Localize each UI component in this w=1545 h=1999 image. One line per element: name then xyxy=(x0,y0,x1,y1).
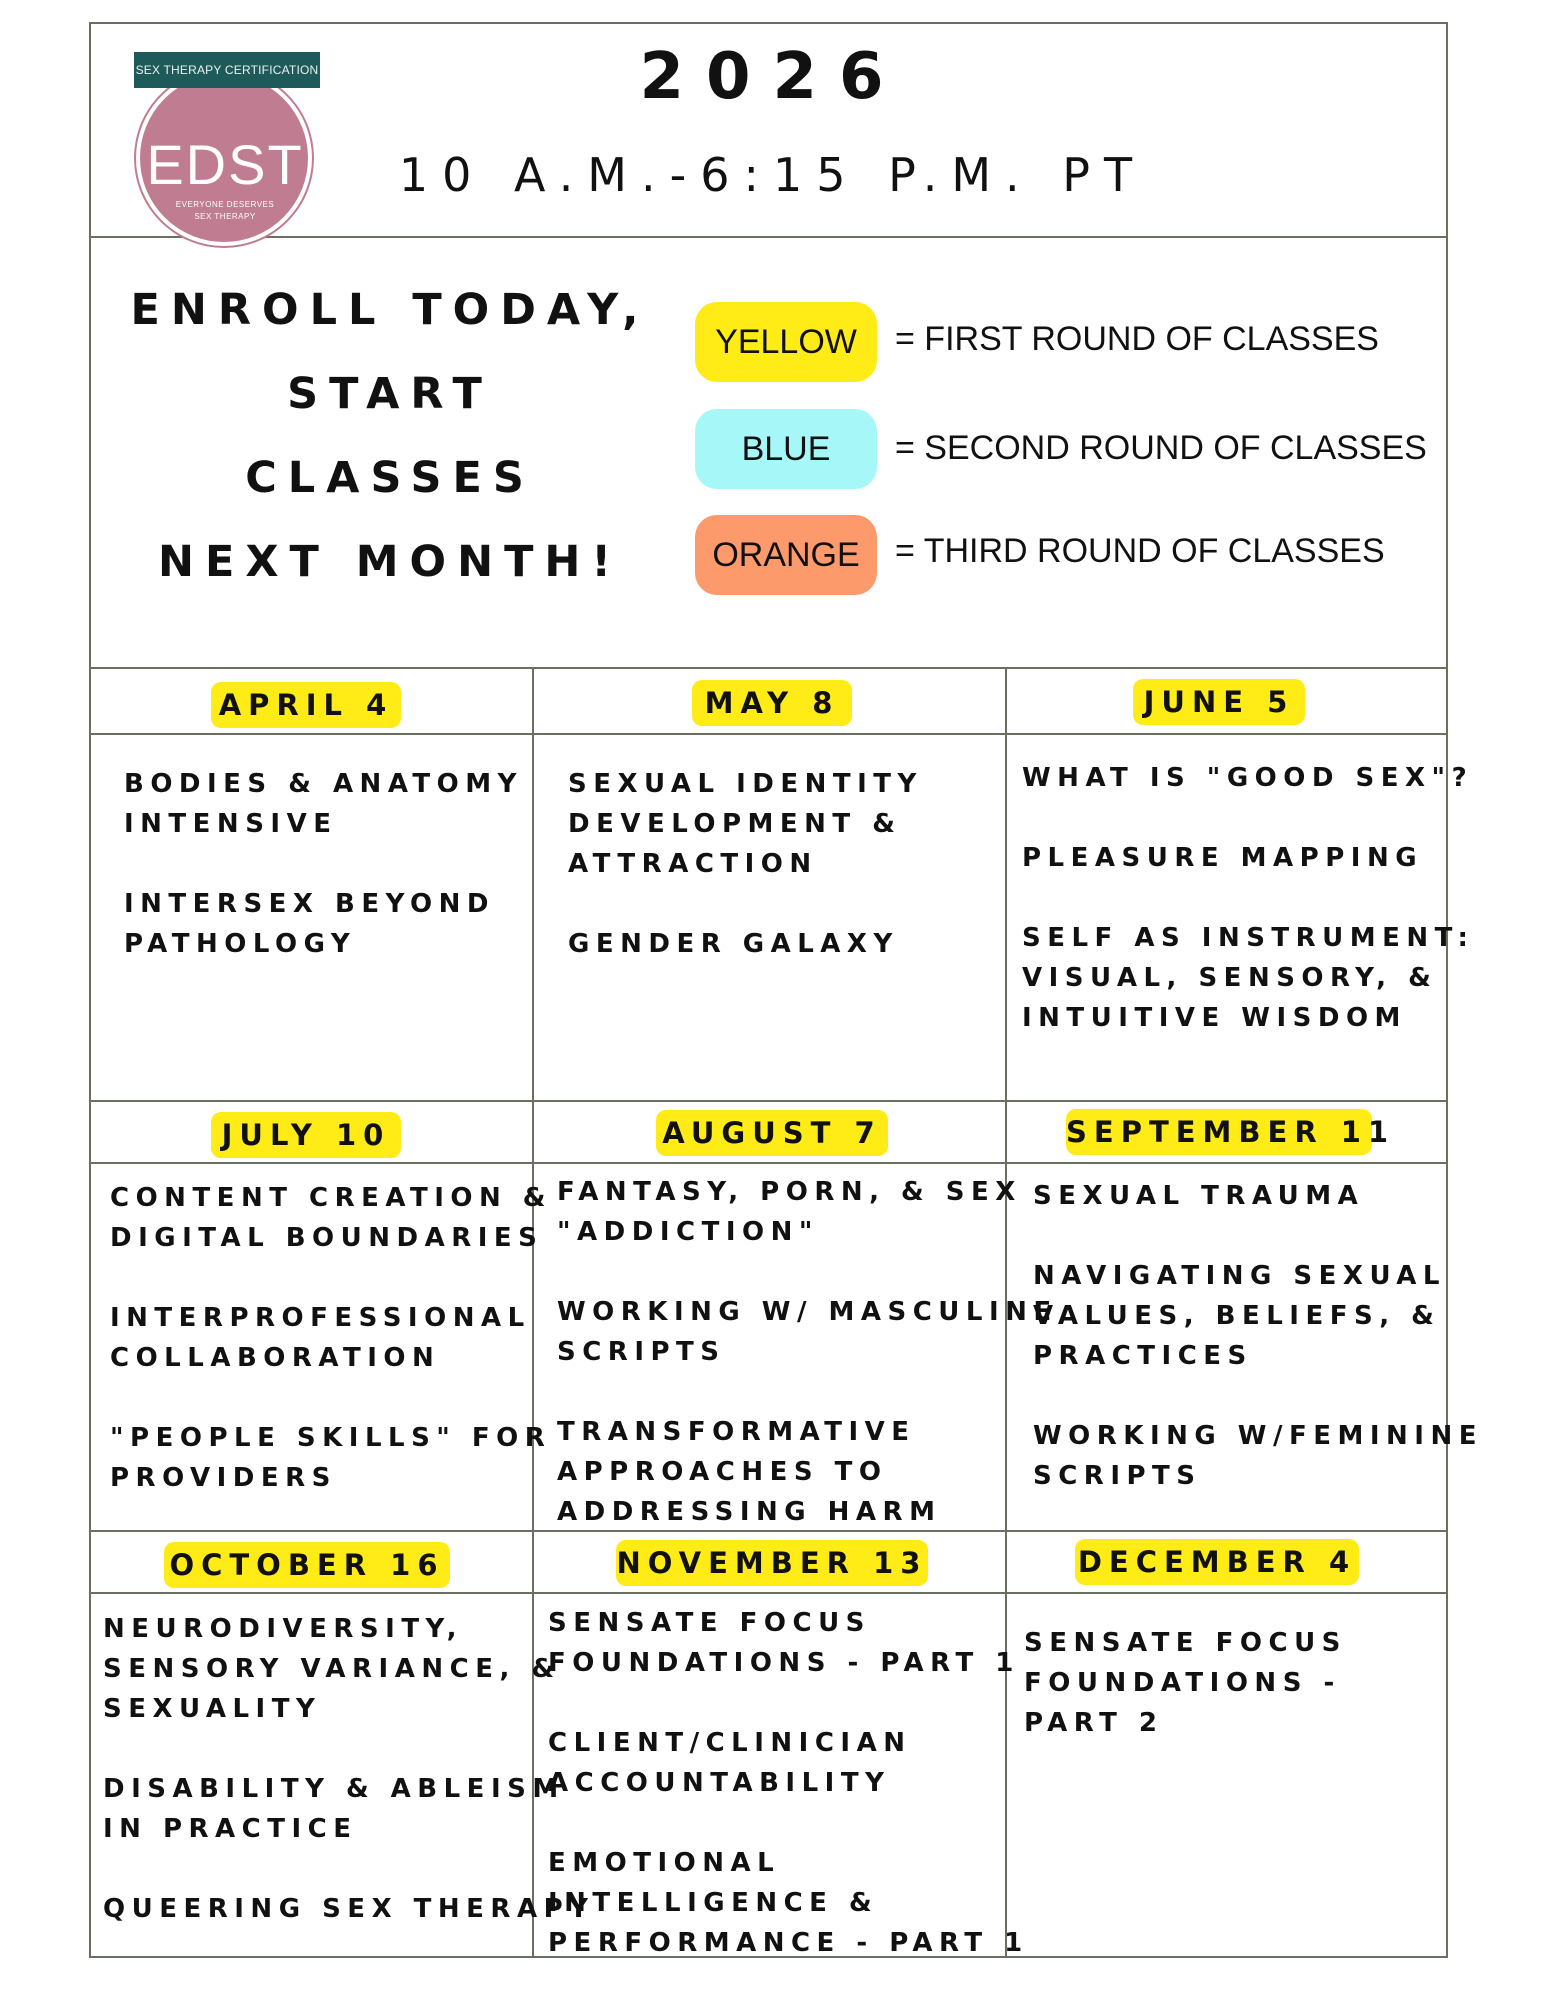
class-topic-line: SEXUALITY xyxy=(103,1694,322,1724)
class-topic-line: SENSATE FOCUS xyxy=(548,1608,871,1638)
class-list xyxy=(110,1178,552,1498)
enroll-line: NEXT MONTH! xyxy=(157,537,623,587)
class-topic-line: PART 2 xyxy=(1024,1708,1164,1738)
class-topic-line: CONTENT CREATION & xyxy=(110,1183,552,1213)
class-topic-line: INTELLIGENCE & xyxy=(548,1888,879,1918)
class-topic-line: FOUNDATIONS - xyxy=(1024,1668,1341,1698)
class-topic-line: VISUAL, SENSORY, & xyxy=(1022,963,1438,993)
class-topic-line: "ADDICTION" xyxy=(557,1217,819,1247)
class-topic-line: SENSATE FOCUS xyxy=(1024,1628,1347,1658)
legend-swatch-blue: BLUE xyxy=(695,409,877,489)
class-topic xyxy=(110,1178,552,1258)
class-topic xyxy=(1033,1256,1483,1376)
logo-mark: EDST xyxy=(146,133,304,196)
class-topic-line: SENSORY VARIANCE, & xyxy=(103,1654,561,1684)
class-topic-line: VALUES, BELIEFS, & xyxy=(1033,1301,1441,1331)
class-topic xyxy=(568,764,923,884)
class-topic xyxy=(1024,1623,1347,1743)
class-topic-line: INTUITIVE WISDOM xyxy=(1022,1003,1407,1033)
class-topic-line: EMOTIONAL xyxy=(548,1848,781,1878)
month-label: JUNE 5 xyxy=(1133,679,1305,725)
class-topic-line: DEVELOPMENT & xyxy=(568,809,902,839)
month-label: OCTOBER 16 xyxy=(164,1542,450,1588)
class-list xyxy=(1033,1176,1483,1496)
year-title: 2026 xyxy=(639,40,906,114)
legend-swatch-yellow: YELLOW xyxy=(695,302,877,382)
class-topic-line: "PEOPLE SKILLS" FOR xyxy=(110,1423,552,1453)
legend-text: = SECOND ROUND OF CLASSES xyxy=(895,429,1427,467)
class-topic-line: SCRIPTS xyxy=(557,1337,726,1367)
class-topic xyxy=(1022,918,1474,1038)
class-topic xyxy=(557,1292,1058,1372)
divider xyxy=(89,236,1448,238)
class-topic xyxy=(557,1412,1058,1532)
class-topic-line: SELF AS INSTRUMENT: xyxy=(1022,923,1475,953)
class-topic xyxy=(1033,1176,1483,1216)
class-topic xyxy=(548,1603,1029,1683)
class-topic-line: INTERSEX BEYOND xyxy=(124,889,495,919)
class-topic-line: PROVIDERS xyxy=(110,1463,337,1493)
class-topic-line: FANTASY, PORN, & SEX xyxy=(557,1177,1022,1207)
divider xyxy=(89,1592,1448,1594)
class-topic-line: ATTRACTION xyxy=(568,849,818,879)
class-topic-line: COLLABORATION xyxy=(110,1343,441,1373)
divider xyxy=(89,733,1448,735)
class-topic-line: WORKING W/FEMININE xyxy=(1033,1421,1483,1451)
class-topic-line: DIGITAL BOUNDARIES xyxy=(110,1223,544,1253)
class-topic-line: BODIES & ANATOMY xyxy=(124,769,523,799)
class-topic xyxy=(110,1298,552,1378)
class-topic-line: INTENSIVE xyxy=(124,809,338,839)
month-label: DECEMBER 4 xyxy=(1075,1539,1359,1585)
class-topic xyxy=(1022,758,1474,798)
class-list xyxy=(548,1603,1029,1963)
class-topic-line: SCRIPTS xyxy=(1033,1461,1202,1491)
legend-swatch-orange: ORANGE xyxy=(695,515,877,595)
class-topic-line: PLEASURE MAPPING xyxy=(1022,843,1424,873)
class-topic xyxy=(1022,838,1474,878)
month-label: APRIL 4 xyxy=(211,682,401,728)
class-topic xyxy=(1033,1416,1483,1496)
class-topic xyxy=(548,1843,1029,1963)
class-topic xyxy=(110,1418,552,1498)
class-hours: 10 A.M.-6:15 P.M. PT xyxy=(398,148,1147,202)
logo-banner: SEX THERAPY CERTIFICATION xyxy=(134,52,320,88)
class-topic-line: NEURODIVERSITY, xyxy=(103,1614,463,1644)
legend-text: = THIRD ROUND OF CLASSES xyxy=(895,532,1385,570)
class-topic-line: FOUNDATIONS - PART 1 xyxy=(548,1648,1020,1678)
class-topic-line: PATHOLOGY xyxy=(124,929,357,959)
class-list xyxy=(1022,758,1474,1038)
class-topic-line: SEXUAL IDENTITY xyxy=(568,769,923,799)
month-label: MAY 8 xyxy=(692,680,852,726)
divider xyxy=(89,1100,1448,1102)
month-label: AUGUST 7 xyxy=(656,1110,888,1156)
class-topic xyxy=(557,1172,1058,1252)
class-topic-line: DISABILITY & ABLEISM xyxy=(103,1774,565,1804)
class-list xyxy=(124,764,523,964)
class-topic xyxy=(124,764,523,844)
class-topic-line: WHAT IS "GOOD SEX"? xyxy=(1022,763,1474,793)
class-topic-line: GENDER GALAXY xyxy=(568,929,899,959)
class-topic-line: TRANSFORMATIVE xyxy=(557,1417,916,1447)
class-topic-line: APPROACHES TO xyxy=(557,1457,888,1487)
class-topic-line: CLIENT/CLINICIAN xyxy=(548,1728,912,1758)
class-topic-line: NAVIGATING SEXUAL xyxy=(1033,1261,1446,1291)
class-topic-line: PERFORMANCE - PART 1 xyxy=(548,1928,1029,1958)
month-label: NOVEMBER 13 xyxy=(616,1540,928,1586)
class-topic-line: WORKING W/ MASCULINE xyxy=(557,1297,1058,1327)
legend-text: = FIRST ROUND OF CLASSES xyxy=(895,320,1379,358)
class-topic xyxy=(103,1769,594,1849)
enroll-callout xyxy=(120,268,660,604)
enroll-line: ENROLL TODAY, xyxy=(130,285,650,335)
class-list xyxy=(1024,1623,1347,1743)
class-list xyxy=(557,1172,1058,1532)
class-topic-line: ACCOUNTABILITY xyxy=(548,1768,891,1798)
class-topic-line: PRACTICES xyxy=(1033,1341,1253,1371)
class-topic-line: ADDRESSING HARM xyxy=(557,1497,942,1527)
class-topic xyxy=(103,1889,594,1929)
enroll-line: START xyxy=(287,369,493,419)
class-topic-line: SEXUAL TRAUMA xyxy=(1033,1181,1365,1211)
logo-tagline: SEX THERAPY xyxy=(194,212,256,221)
class-list xyxy=(568,764,923,964)
logo-tagline: EVERYONE DESERVES xyxy=(175,200,275,209)
month-label: JULY 10 xyxy=(211,1112,401,1158)
class-topic-line: INTERPROFESSIONAL xyxy=(110,1303,531,1333)
class-topic-line: QUEERING SEX THERAPY xyxy=(103,1894,595,1924)
class-topic xyxy=(124,884,523,964)
enroll-line: CLASSES xyxy=(245,453,535,503)
class-list xyxy=(103,1609,594,1929)
class-topic xyxy=(568,924,923,964)
month-label: SEPTEMBER 11 xyxy=(1066,1109,1372,1155)
class-topic-line: IN PRACTICE xyxy=(103,1814,358,1844)
divider xyxy=(89,667,1448,669)
class-topic xyxy=(548,1723,1029,1803)
divider xyxy=(89,1162,1448,1164)
class-topic xyxy=(103,1609,594,1729)
